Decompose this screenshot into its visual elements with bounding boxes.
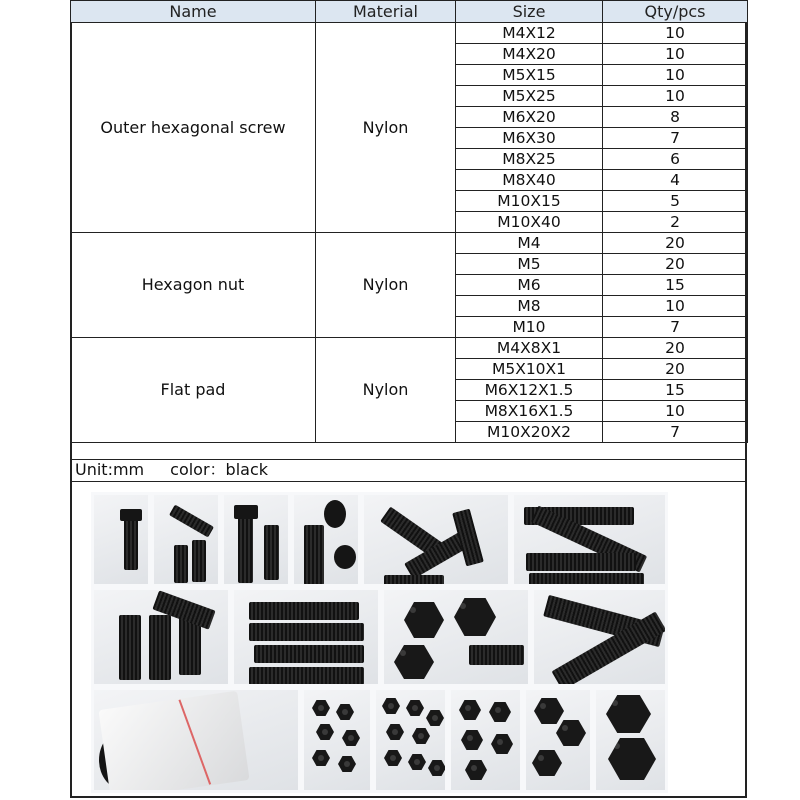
- qty-cell: 8: [603, 107, 748, 128]
- qty-cell: 10: [603, 44, 748, 65]
- size-cell: M10X20X2: [456, 422, 603, 443]
- size-cell: M4X12: [456, 23, 603, 44]
- group-material-cell: Nylon: [316, 233, 456, 338]
- size-cell: M6X30: [456, 128, 603, 149]
- tray-compartment: [523, 687, 593, 793]
- qty-cell: 10: [603, 86, 748, 107]
- tray-compartment: [231, 587, 381, 687]
- size-cell: M8X25: [456, 149, 603, 170]
- qty-cell: 15: [603, 380, 748, 401]
- size-cell: M6X12X1.5: [456, 380, 603, 401]
- qty-cell: 5: [603, 191, 748, 212]
- tray-row-top: [91, 492, 668, 587]
- tray-compartment: [151, 492, 221, 587]
- table-header-row: [71, 1, 748, 23]
- size-cell: M4X20: [456, 44, 603, 65]
- group-name-cell: Flat pad: [71, 338, 316, 443]
- unit-color-note: [70, 459, 747, 482]
- table-row: [71, 233, 748, 254]
- size-cell: M8X40: [456, 170, 603, 191]
- size-cell: M8X16X1.5: [456, 401, 603, 422]
- group-name-cell: Outer hexagonal screw: [71, 23, 316, 233]
- size-cell: M4X8X1: [456, 338, 603, 359]
- qty-cell: 7: [603, 422, 748, 443]
- product-photo: [91, 492, 668, 793]
- tray-compartment: [91, 687, 301, 793]
- color-label: color：black: [170, 460, 269, 479]
- tray-compartment: [511, 492, 668, 587]
- size-cell: M5X10X1: [456, 359, 603, 380]
- tray-compartment: [221, 492, 291, 587]
- size-cell: M6X20: [456, 107, 603, 128]
- qty-cell: 20: [603, 338, 748, 359]
- header-name: Name: [71, 1, 316, 23]
- size-cell: M5X15: [456, 65, 603, 86]
- tray-compartment: [593, 687, 668, 793]
- tray-compartment: [91, 492, 151, 587]
- size-cell: M5X25: [456, 86, 603, 107]
- tray-compartment: [91, 587, 231, 687]
- group-material-cell: Nylon: [316, 23, 456, 233]
- header-material: Material: [316, 1, 456, 23]
- qty-cell: 10: [603, 65, 748, 86]
- qty-cell: 20: [603, 254, 748, 275]
- size-cell: M8: [456, 296, 603, 317]
- size-cell: M6: [456, 275, 603, 296]
- size-cell: M4: [456, 233, 603, 254]
- table-row: [71, 23, 748, 44]
- size-cell: M10X15: [456, 191, 603, 212]
- qty-cell: 10: [603, 401, 748, 422]
- size-cell: M5: [456, 254, 603, 275]
- tray-compartment: [373, 687, 448, 793]
- group-name-cell: Hexagon nut: [71, 233, 316, 338]
- qty-cell: 2: [603, 212, 748, 233]
- group-material-cell: Nylon: [316, 338, 456, 443]
- unit-label: Unit:mm: [75, 460, 145, 479]
- qty-cell: 10: [603, 296, 748, 317]
- flat-pad-bag: [98, 691, 249, 793]
- qty-cell: 20: [603, 233, 748, 254]
- table-row: [71, 338, 748, 359]
- qty-cell: 15: [603, 275, 748, 296]
- size-cell: M10X40: [456, 212, 603, 233]
- header-qty: Qty/pcs: [603, 1, 748, 23]
- header-size: Size: [456, 1, 603, 23]
- qty-cell: 7: [603, 128, 748, 149]
- spec-table: [70, 0, 748, 443]
- qty-cell: 20: [603, 359, 748, 380]
- size-cell: M10: [456, 317, 603, 338]
- tray-compartment: [531, 587, 668, 687]
- tray-compartment: [448, 687, 523, 793]
- tray-compartment: [361, 492, 511, 587]
- qty-cell: 7: [603, 317, 748, 338]
- tray-compartment: [301, 687, 373, 793]
- qty-cell: 6: [603, 149, 748, 170]
- qty-cell: 4: [603, 170, 748, 191]
- qty-cell: 10: [603, 23, 748, 44]
- tray-compartment: [291, 492, 361, 587]
- tray-compartment: [381, 587, 531, 687]
- tray-row-bottom: [91, 687, 668, 793]
- tray-row-middle: [91, 587, 668, 687]
